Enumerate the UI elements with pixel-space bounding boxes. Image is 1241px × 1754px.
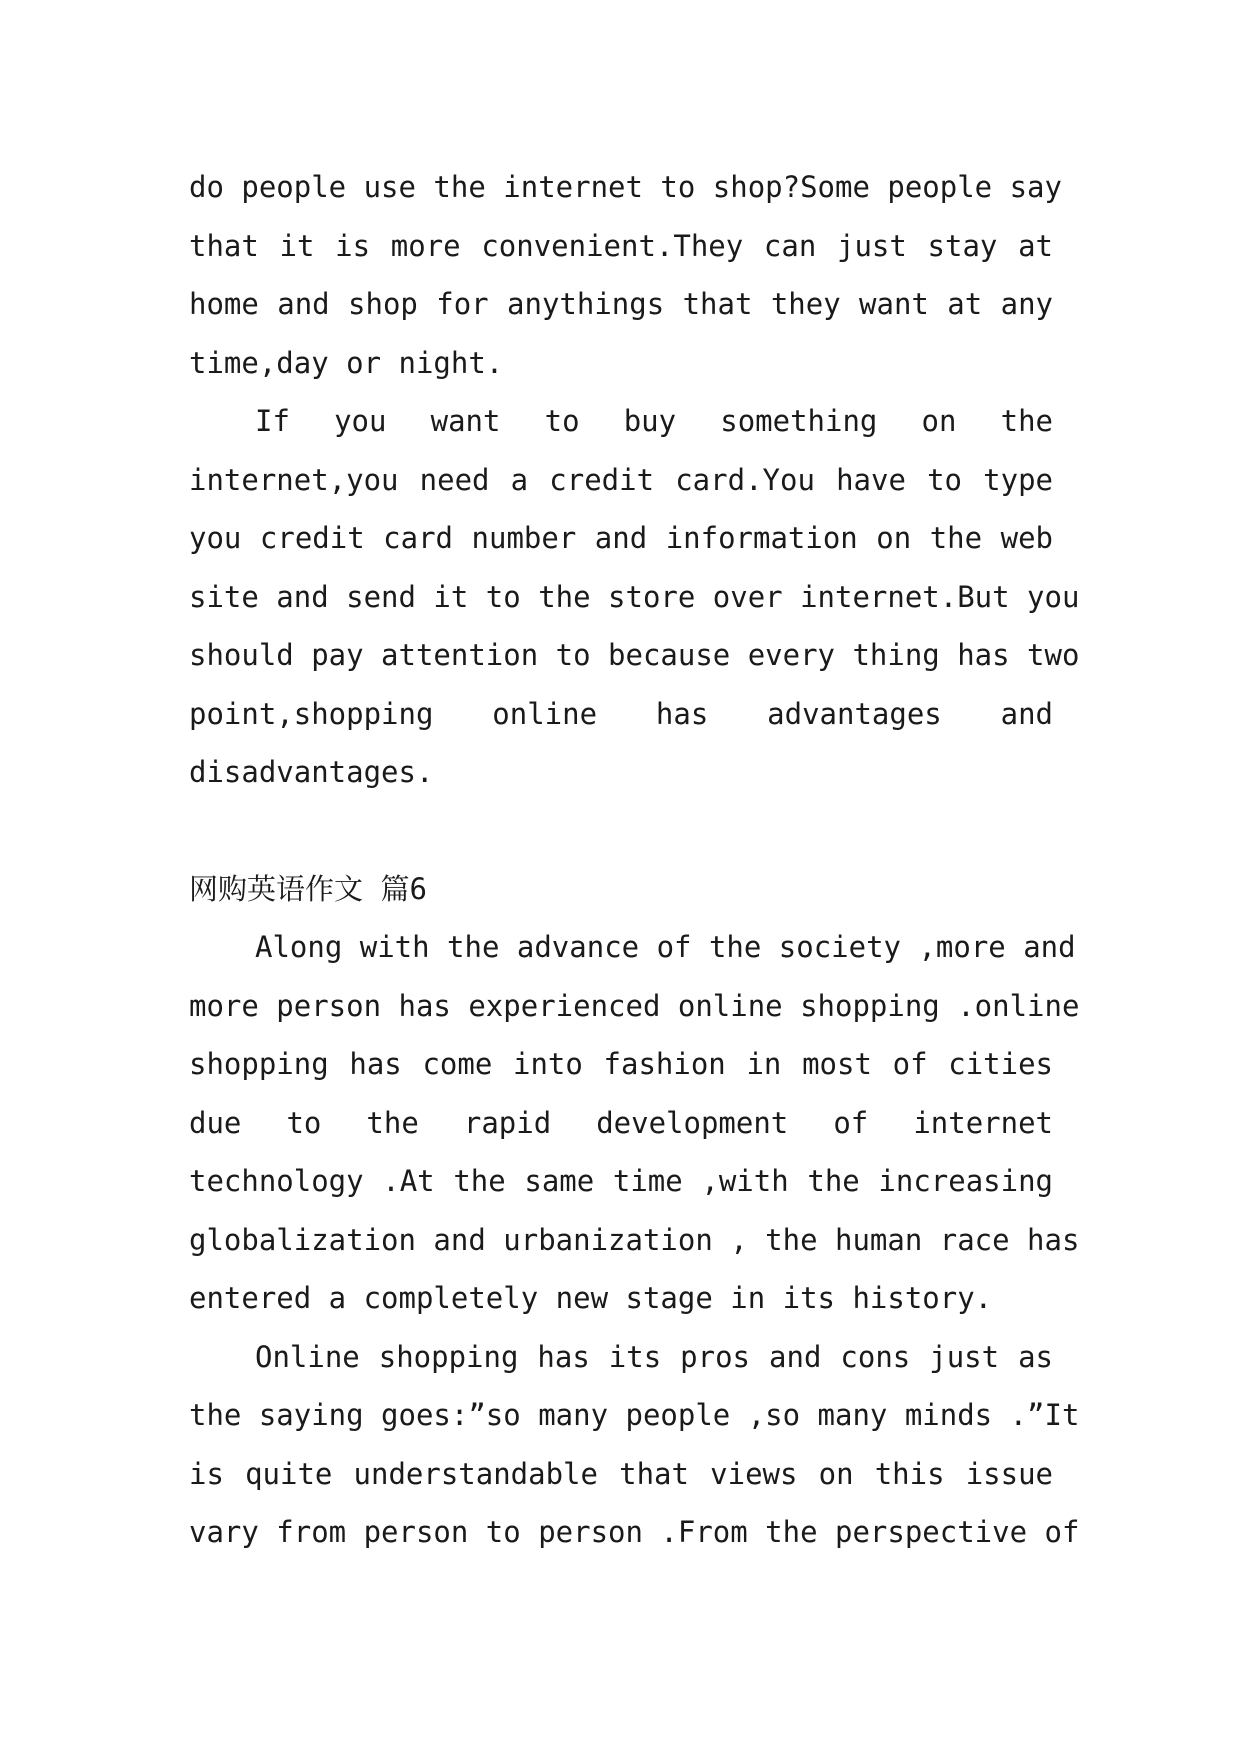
- text-line: vary from person to person .From the perspective of: [189, 1515, 1080, 1549]
- text-line: the saying goes:”so many people ,so many minds .”It: [189, 1398, 1080, 1432]
- text-line: shopping has come into fashion in most of cities: [189, 1047, 1053, 1081]
- text-line: should pay attention to because every thing has two: [189, 638, 1080, 672]
- text-line: is quite understandable that views on this issue: [189, 1456, 1053, 1491]
- text-line: more person has experienced online shopping .online: [189, 988, 1080, 1023]
- text-line: site and send it to the store over internet.But you: [189, 579, 1080, 614]
- paragraph-2: [189, 392, 1080, 802]
- document-page: [189, 158, 1080, 1562]
- text-line: technology .At the same time ,with the increasing: [189, 1164, 1053, 1198]
- text-line: that it is more convenient.They can just stay at: [189, 228, 1053, 263]
- text-line: entered a completely new stage in its history.: [189, 1281, 993, 1315]
- text-line: point,shopping online has advantages and: [189, 696, 1053, 731]
- text-line: globalization and urbanization , the human race has: [189, 1222, 1080, 1257]
- section-gap: [189, 802, 1053, 860]
- paragraph-1: [189, 158, 1062, 392]
- text-line: you credit card number and information on the web: [189, 521, 1053, 555]
- text-line: If you want to buy something on the: [255, 404, 1053, 438]
- text-line: time,day or night.: [189, 345, 504, 380]
- paragraph-3: [189, 918, 1080, 1328]
- paragraph-4: [189, 1328, 1080, 1562]
- text-line: Along with the advance of the society ,more and: [255, 930, 1076, 964]
- text-line: do people use the internet to shop?Some people say: [189, 170, 1062, 204]
- text-line: internet,you need a credit card.You have to type: [189, 462, 1053, 497]
- text-line: due to the rapid development of internet: [189, 1105, 1053, 1140]
- text-line: disadvantages.: [189, 755, 434, 789]
- section-heading: 网购英语作文 篇6: [189, 871, 427, 906]
- text-line: Online shopping has its pros and cons just as: [255, 1339, 1053, 1374]
- text-line: home and shop for anythings that they want at any: [189, 287, 1053, 321]
